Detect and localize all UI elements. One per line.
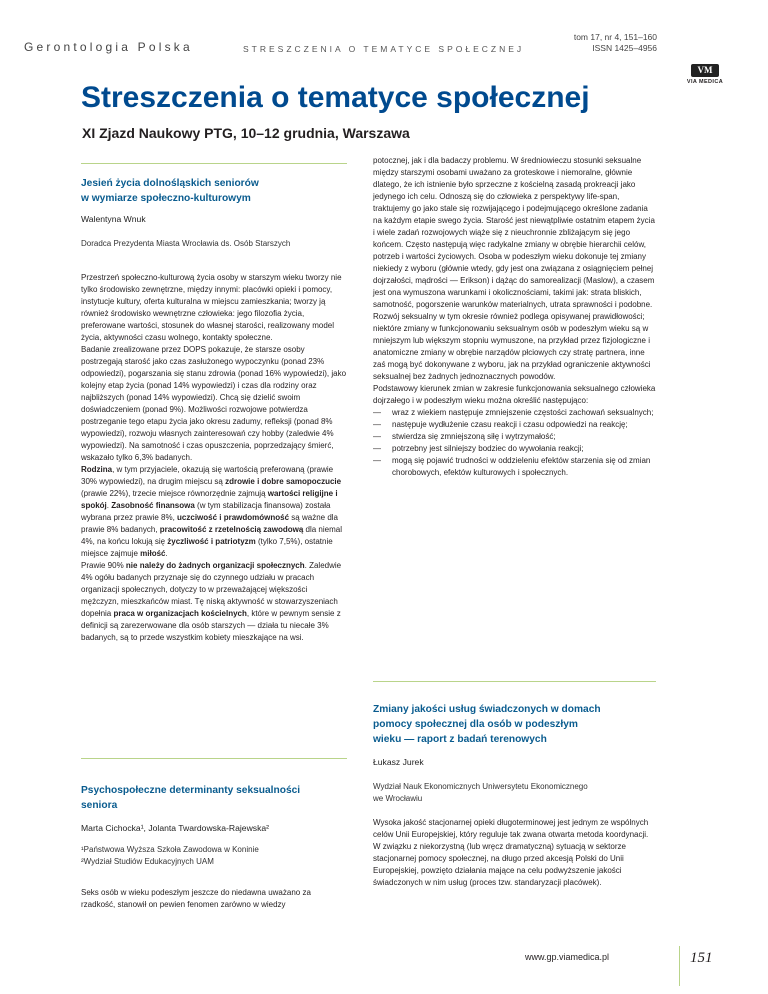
section-title-line: Zmiany jakości usług świadczonych w domach bbox=[373, 704, 601, 715]
text-run: (prawie 22%), trzecie miejsce równorzędnie zajmują bbox=[81, 489, 268, 498]
affiliation-line: ²Wydział Studiów Edukacyjnych UAM bbox=[81, 857, 214, 866]
issue-issn: ISSN 1425–4956 bbox=[592, 43, 657, 53]
abstract-body-dps bbox=[373, 817, 656, 889]
section-title-line: Psychospołeczne determinanty seksualności bbox=[81, 785, 301, 796]
section-divider bbox=[81, 163, 347, 164]
section-title-line: seniora bbox=[81, 800, 118, 811]
running-title: STRESZCZENIA O TEMATYCE SPOŁECZNEJ bbox=[243, 44, 525, 54]
highlight-term: wartości religijne i spokój bbox=[81, 489, 338, 510]
publisher-logo-text: VIA MEDICA bbox=[686, 79, 724, 85]
abstract-body-jesien bbox=[81, 272, 347, 644]
list-item: — mogą się pojawić trudności w oddzieleniu efektów starzenia się od zmian chorobowych, efektów kulturowych i społecznych. bbox=[373, 455, 656, 479]
author-wnuk: Walentyna Wnuk bbox=[81, 214, 146, 224]
page-title: Streszczenia o tematyce społecznej bbox=[81, 81, 590, 114]
paragraph bbox=[81, 560, 347, 644]
paragraph: Badanie zrealizowane przez DOPS pokazuje, że starsze osoby postrzegają starość jako czas zasłużonego wypoczynku (ponad 23% odpowiedzi), pogarszania się stanu zdrowia (ponad 16% wypowiedzi), jako kolejny etap życia (ponad 14% wypowiedzi) i czas dla rodziny oraz najbliższych (ponad 14% wypowiedzi). Chcą się dzielić swoim doświadczeniem (ponad 9%). Możliwości rozwojowe potwierdza postrzeganie tego etapu życia jako okresu zadumy, refleksji (ponad 8% wypowiedzi), rozwoju własnych zainteresowań czy hobby (zaledwie 4% wypowiedzi). Na samotność i czas opuszczenia, poprzedzający śmierć, wskazało tylko 6,3% badanych. bbox=[81, 345, 347, 462]
affiliation-wnuk: Doradca Prezydenta Miasta Wrocławia ds. Osób Starszych bbox=[81, 239, 291, 248]
text-run: są ważne dla prawie 8% badanych, bbox=[81, 513, 338, 534]
paragraph: Rozwój seksualny w tym okresie również podlega opisywanej prawidłowości; niektóre zmiany w funkcjonowaniu seksualnym osób w podeszłym wieku są w mniejszym lub większym stopniu wymuszone, na przykład przez fizjologiczne i anatomiczne zmiany w obrębie narządów płciowych czy stratę partnera, inne zaś mogą być dokonywane z wyboru, jak na przykład ograniczenie aktywności seksualnej bez żadnych jednoznacznych powodów. bbox=[373, 312, 651, 381]
highlight-term: pracowitość z rzetelnością zawodową bbox=[159, 525, 304, 534]
list-item: — wraz z wiekiem następuje zmniejszenie częstości zachowań seksualnych; bbox=[373, 407, 656, 419]
journal-name: Gerontologia Polska bbox=[24, 40, 193, 54]
affiliation-line: Wydział Nauk Ekonomicznych Uniwersytetu Ekonomicznego bbox=[373, 782, 588, 791]
affiliation-line: ¹Państwowa Wyższa Szkoła Zawodowa w Koninie bbox=[81, 845, 259, 854]
issue-volume: tom 17, nr 4, 151–160 bbox=[573, 32, 657, 42]
issue-info bbox=[574, 32, 657, 54]
paragraph: potocznej, jak i dla badaczy problemu. W średniowieczu stosunki seksualne między starszymi osobami uważano za groteskowe i niemoralne, głównie dlatego, że ich istnienie było sprzeczne z kościelną zasadą prokreacji jako jedynego ich celu. Odnoszą się do człowieka z perspektywy life-span, traktujemy go jako stale się rozwijającego i podejmującego określone zadania na każdym etapie swego życia. Starość jest niewątpliwie ostatnim etapem życia i wiele zadań rozwojowych wiąże się z nieuchronnie zbliżającym się jego końcem. Często następują więc radykalne zmiany w obrębie hierarchii celów, potrzeb i wartości życiowych. Osoba w podeszłym wieku dokonuje tej zmiany niekiedy z wyboru (głównie wtedy, gdy jest ona związana z osiągnięciem pełnej dojrzałości, mądrości — Erikson) i dążąc do samorealizacji (Maslow), a czasem jest ona wymuszona warunkami i okolicznościami, takimi jak: strata bliskich, samotność, pogorszenie warunków materialnych, utrata sprawności i podobne. bbox=[373, 156, 655, 309]
highlight-term: zdrowie i dobre samopoczucie bbox=[225, 477, 342, 486]
highlight-term: praca w organizacjach kościelnych bbox=[113, 609, 247, 618]
text-run: (w tym stabilizacja finansowa) została wybrana przez prawie 8%, bbox=[81, 501, 331, 522]
text-run: . bbox=[165, 549, 168, 558]
list-item: — stwierdza się zmniejszoną siłę i wytrzymałość; bbox=[373, 431, 656, 443]
highlight-term: Zasobność finansowa bbox=[111, 501, 195, 510]
affiliation-jurek bbox=[373, 781, 663, 805]
paragraph bbox=[81, 464, 347, 560]
abstract-body-seksualnosc-cont bbox=[373, 155, 656, 479]
highlight-term: miłość bbox=[140, 549, 166, 558]
list-item: — następuje wydłużenie czasu reakcji i czasu odpowiedzi na reakcję; bbox=[373, 419, 656, 431]
section-divider bbox=[81, 758, 347, 759]
section-title-line: Jesień życia dolnośląskich seniorów bbox=[81, 178, 259, 189]
author-cichocka: Marta Cichocka¹, Jolanta Twardowska-Rajewska² bbox=[81, 823, 270, 833]
section-title-line: pomocy społecznej dla osób w podeszłym bbox=[373, 719, 578, 730]
section-title-jesien bbox=[81, 176, 351, 206]
publisher-logo bbox=[683, 64, 727, 85]
highlight-term: uczciwość i prawdomówność bbox=[177, 513, 290, 522]
paragraph: Wysoka jakość stacjonarnej opieki długoterminowej jest jednym ze wspólnych celów Unii Europejskiej, który reguluje tak zwana otwarta metoda koordynacji. W związku z niekorzystną (lub wręcz dramatyczną) sytuacją w sektorze stacjonarnej pomocy społecznej, na długo przed akcesją Polski do Unii Europejskiej, powzięto działania mające na celu podwyższenie jakości świadczonych w nim usług (proces tzw. standaryzacji placówek). bbox=[373, 818, 649, 887]
highlight-term: nie należy do żadnych organizacji społecznych bbox=[125, 561, 305, 570]
text-run: , które w pewnym sensie z definicji są zarezerwowane dla osób starszych — działa tu niecałe 3% badanych, są to przede wszystkim kobiety mieszkające na wsi. bbox=[81, 609, 341, 642]
text-run: dla niemal 4%, na końcu lokują się bbox=[81, 525, 342, 546]
section-divider bbox=[373, 681, 656, 682]
highlight-term: życzliwość i patriotyzm bbox=[167, 537, 256, 546]
footer-separator bbox=[679, 946, 680, 986]
text-run: . Zaledwie 4% ogółu badanych przyznaje się do czynnego udziału w pracach organizacji społecznych, dotyczy to w przeważającej większości mężczyzn, mieszkańców miast. Tę niską aktywność w stowarzyszeniach dopełnia bbox=[81, 561, 342, 618]
paragraph: Seks osób w wieku podeszłym jeszcze do niedawna uważano za rzadkość, stanowił on pewien fenomen zarówno w wiedzy bbox=[81, 888, 311, 909]
journal-url[interactable]: www.gp.viamedica.pl bbox=[525, 952, 610, 962]
publisher-logo-mark: VM bbox=[691, 64, 719, 77]
page-number: 151 bbox=[690, 950, 713, 966]
text-run: . bbox=[106, 501, 112, 510]
list-item: — potrzebny jest silniejszy bodziec do wywołania reakcji; bbox=[373, 443, 656, 455]
text-run: Prawie 90% bbox=[81, 561, 126, 570]
affiliation-cichocka bbox=[81, 844, 351, 868]
affiliation-line: we Wrocławiu bbox=[373, 794, 423, 803]
page-subtitle: XI Zjazd Naukowy PTG, 10–12 grudnia, Warszawa bbox=[82, 125, 410, 141]
section-title-seksualnosc bbox=[81, 783, 351, 813]
section-title-dps bbox=[373, 702, 663, 747]
paragraph: Podstawowy kierunek zmian w zakresie funkcjonowania seksualnego człowieka dojrzałego i w podeszłym wieku można określić następująco: bbox=[373, 384, 656, 405]
text-run: , w tym przyjaciele, okazują się wartością preferowaną (prawie 30% wypowiedzi), na drugim miejscu są bbox=[81, 465, 334, 486]
section-title-line: wieku — raport z badań terenowych bbox=[373, 734, 547, 745]
paragraph: Przestrzeń społeczno-kulturową życia osoby w starszym wieku tworzy nie tylko środowisko zewnętrzne, między innymi: placówki opieki i pomocy, instytucje kultury, oferta kulturalna w miejscu zamieszkania; tworzy ją również środowisko wewnętrzne człowieka: jego filozofia życia, preferowane wartości, stosunek do własnej starości, realizowany model życia, aktywności czasu wolnego, kontakty społeczne. bbox=[81, 273, 342, 342]
text-run: (tylko 7,5%), ostatnie miejsce zajmuje bbox=[81, 537, 333, 558]
section-title-line: w wymiarze społeczno-kulturowym bbox=[81, 193, 251, 204]
highlight-term: Rodzina bbox=[81, 465, 113, 474]
abstract-body-seksualnosc-start bbox=[81, 887, 347, 911]
changes-list bbox=[373, 407, 656, 479]
author-jurek: Łukasz Jurek bbox=[373, 757, 424, 767]
